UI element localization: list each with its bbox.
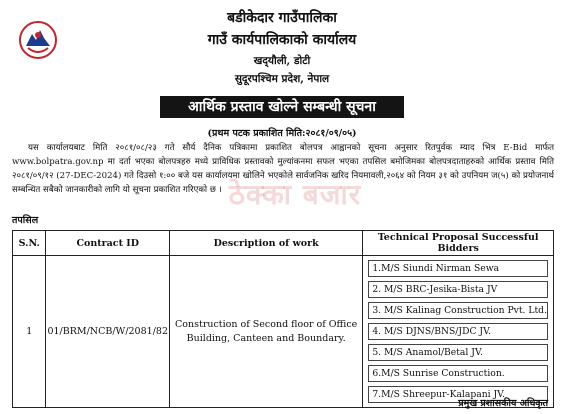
bidder-item: 4. M/S DJNS/BNS/JDC JV. — [368, 323, 548, 340]
bidder-item: 5. M/S Anamol/Betal JV. — [368, 344, 548, 361]
row-description: Construction of Second floor of Office Building, Canteen and Boundary. — [169, 256, 362, 408]
bidder-item: 2. M/S BRC-Jesika-Bista JV — [368, 281, 548, 298]
row-contract-id: 01/BRM/NCB/W/2081/82 — [46, 256, 170, 408]
tapasil-label: तपसिल — [12, 215, 39, 226]
header-contract-id: Contract ID — [46, 231, 170, 256]
notice-body: यस कार्यालयबाट मिति २०८१/०८/२३ गते सौर्य दैनिक पत्रिकामा प्रकाशित बोलपत्र आह्वानको सूचना अनुसार रितपुर्वक म्याद भित्र E-Bid मार्फत www.bolpatra.gov.np मा दर्ता भएका बोलपत्रहरु मध्ये प्राविधिक प्रस्तावको मुल्यांकनमा सफल भएका तपसिल बमोजिमका बोलपत्रदाताहरुको आर्थिक प्रस्ताव मिति २०८१/०९/१२ (27-DEC-2024) गते दिउसो १:०० बजे यस कार्यालयमा खोलिने भएकोले सार्वजनिक खरिद नियमावली,२०६४ को नियम ३१ को उपनियम ज(५) को प्रयोजनार्थ सम्बन्धित सबैको जानकारीको लागि यो सूचना प्रकाशित गरिएको छ । — [12, 143, 554, 195]
row-sn: 1 — [13, 256, 46, 408]
signature: प्रमुख प्रशासकीय अधिकृत — [458, 398, 548, 409]
bidder-item: 3. M/S Kalinag Construction Pvt. Ltd. — [368, 302, 548, 319]
bidders-table — [12, 230, 554, 408]
header-bidders: Technical Proposal Successful Bidders — [363, 231, 554, 256]
row-bidders — [363, 256, 554, 408]
office-address: खद्‌यौली, डोटी — [253, 55, 311, 67]
header-sn: S.N. — [13, 231, 46, 256]
watermark: ठेक्का बजार — [228, 178, 362, 211]
notice-title: आर्थिक प्रस्ताव खोल्ने सम्बन्धी सूचना — [160, 96, 404, 118]
office-name: बडीकेदार गाउँपालिका — [227, 10, 337, 26]
bidder-item: 7.M/S Shreepur-Kalapani JV. — [368, 386, 548, 403]
table-header-row — [13, 231, 554, 256]
table-row — [13, 256, 554, 408]
bidder-item: 6.M/S Sunrise Construction. — [368, 365, 548, 382]
office-subtitle: गाउँ कार्यपालिकाको कार्यालय — [207, 32, 357, 48]
bidder-item: 1.M/S Siundi Nirman Sewa — [368, 260, 548, 277]
office-province: सुदूरपश्चिम प्रदेश, नेपाल — [234, 73, 330, 85]
publication-date: (प्रथम पटक प्रकाशित मिति:२०८१/०९/०५) — [207, 128, 357, 139]
header-description: Description of work — [169, 231, 362, 256]
